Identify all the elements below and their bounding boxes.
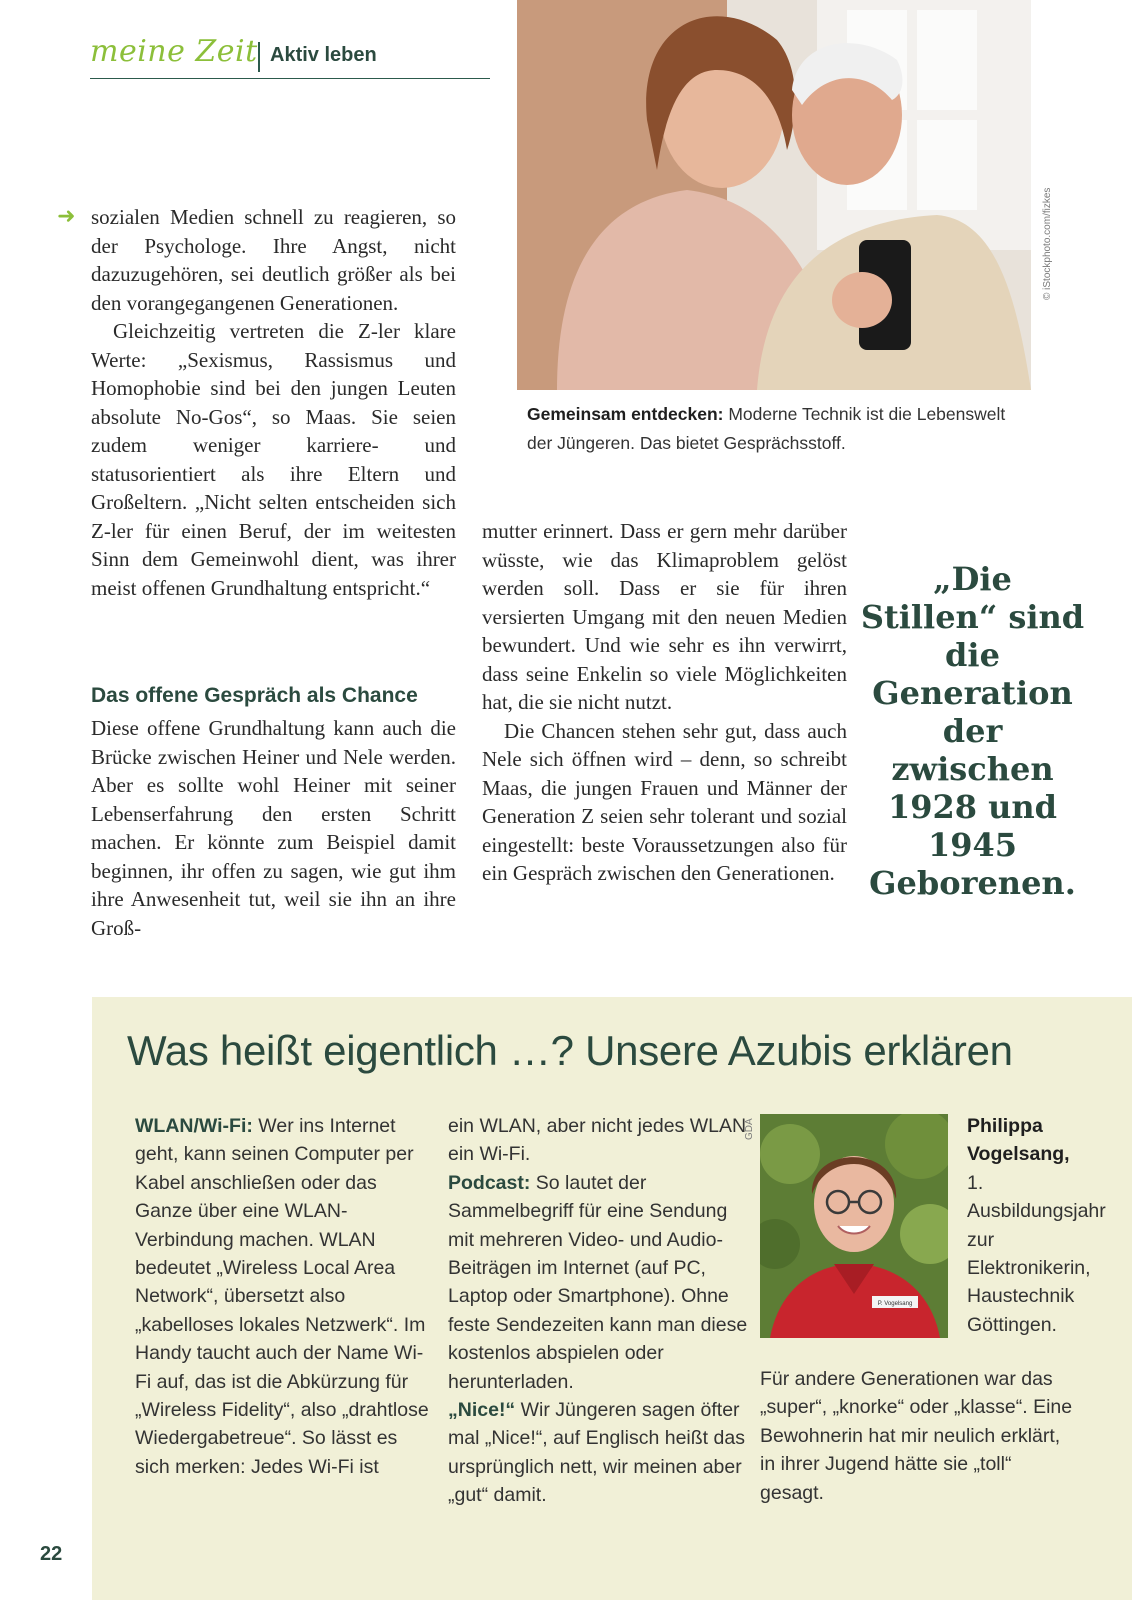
caption-text: Moderne Technik ist die Lebenswelt der Jüngeren. Das bietet Gesprächsstoff. (527, 404, 1006, 453)
info-box-column-1 (135, 1112, 435, 1481)
definition-wlan-continued: ein WLAN, aber nicht jedes WLAN ein Wi-Fi. (448, 1115, 747, 1166)
term-wlan: WLAN/Wi-Fi: (135, 1115, 253, 1137)
header-separator (258, 42, 260, 72)
name-tag-text: P. Vogelsang (877, 1301, 913, 1307)
caption-bold: Gemeinsam entdecken: (527, 404, 724, 424)
photo-credit: © iStockphoto.com/fizkes (1042, 187, 1053, 300)
definition-wlan: Wer ins Internet geht, kann seinen Computer per Kabel anschließen oder das Ganze über eine WLAN-Verbindung machen. WLAN bedeutet „Wireless Local Area Network“, übersetzt also „kabelloses lokales Netzwerk“. Im Handy taucht auch der Name Wi-Fi auf, das ist die Abkürzung für „Wireless Fidelity“, also „drahtlose Wiedergabetreue“. So lässt es sich merken: Jedes Wi-Fi ist (135, 1115, 429, 1478)
definition-nice: Wir Jüngeren sagen öfter mal „Nice!“, auf Englisch heißt das ursprünglich nett, wir meinen aber „gut“ damit. (448, 1399, 745, 1507)
glossary-nice (448, 1396, 748, 1510)
article-column-1 (91, 203, 456, 602)
subheading: Das offene Gespräch als Chance (91, 684, 418, 707)
definition-podcast: So lautet der Sammelbegriff für eine Sendung mit mehreren Video- und Audio-Beiträgen im Internet (auf PC, Laptop oder Smartphone). Ohne feste Sendezeiten kann man diese kostenlos abspielen oder herunterladen. (448, 1171, 748, 1393)
author-name: Philippa Vogelsang, (967, 1115, 1070, 1166)
paragraph: sozialen Medien schnell zu reagieren, so der Psychologe. Ihre Angst, nicht dazuzugehören, sei deutlich größer als bei den vorangegangenen Generationen. (91, 205, 456, 315)
page-number: 22 (40, 1543, 63, 1565)
info-box-title: Was heißt eigentlich …? Unsere Azubis erklären (127, 1027, 1013, 1074)
author-portrait (760, 1114, 948, 1338)
paragraph: Die Chancen stehen sehr gut, dass auch Nele sich öffnen wird – denn, so schreibt Maas, die jungen Frauen und Männer der Generation Z seien sehr tolerant und sozial eingestellt: beste Voraussetzungen also für ein Gespräch zwischen den Generationen. (482, 718, 847, 885)
author-description: 1. Ausbildungsjahr zur Elektronikerin, Haustechnik Göttingen. (967, 1171, 1106, 1336)
definition-nice-continued: Für andere Generationen war das „super“, „knorke“ oder „klasse“. Eine Bewohnerin hat mir neulich erklärt, in ihrer Jugend hätte sie „toll“ gesagt. (760, 1368, 1073, 1504)
paragraph: mutter erinnert. Dass er gern mehr darüber wüsste, wie das Klimaproblem gelöst werden soll. Dass er sie für ihren versierten Umgang mit den neuen Medien bewundert. Und wie sehr es ihn verwirrt, dass seine Enkelin so viele Möglichkeiten hat, die sie nicht nutzt. (482, 519, 847, 714)
paragraph: Gleichzeitig vertreten die Z-ler klare Werte: „Sexismus, Rassismus und Homophobie sind bei den jungen Leuten absolute No-Gos“, so Maas. Sie seien zudem weniger karriere- und statusorientiert als ihre Eltern und Großeltern. „Nicht selten entscheiden sich Z-ler für einen Beruf, der im weitesten Sinn dem Gemeinwohl dient, was ihrer meist offenen Grundhaltung entspricht.“ (91, 319, 456, 600)
photo-caption (527, 400, 1027, 458)
header-rule (90, 78, 490, 79)
glossary-wlan (135, 1112, 435, 1481)
term-nice: „Nice!“ (448, 1399, 516, 1422)
continuation-arrow-icon: ➜ (57, 204, 76, 229)
section-label: Aktiv leben (270, 44, 377, 66)
brand-logo: meine Zeit (90, 34, 258, 69)
glossary-podcast (448, 1169, 748, 1396)
pull-quote: „Die Stillen“ sind die Generation der zwischen 1928 und 1945 Geborenen. (860, 560, 1085, 902)
term-podcast: Podcast: (448, 1171, 531, 1194)
info-box-column-3 (760, 1365, 1080, 1507)
info-box-column-2 (448, 1112, 748, 1510)
article-photo (517, 0, 1031, 390)
portrait-credit: GDA (744, 1118, 755, 1140)
author-credit (967, 1112, 1107, 1339)
article-column-2 (482, 517, 847, 888)
paragraph: Diese offene Grundhaltung kann auch die Brücke zwischen Heiner und Nele werden. Aber es sollte wohl Heiner mit seiner Lebenserfahrung den ersten Schritt machen. Er könnte zum Beispiel damit beginnen, ihr offen zu sagen, wie gut ihm ihre Anwesenheit tut, weil sie ihn an ihre Groß- (91, 716, 456, 940)
article-column-1-continued (91, 714, 456, 942)
